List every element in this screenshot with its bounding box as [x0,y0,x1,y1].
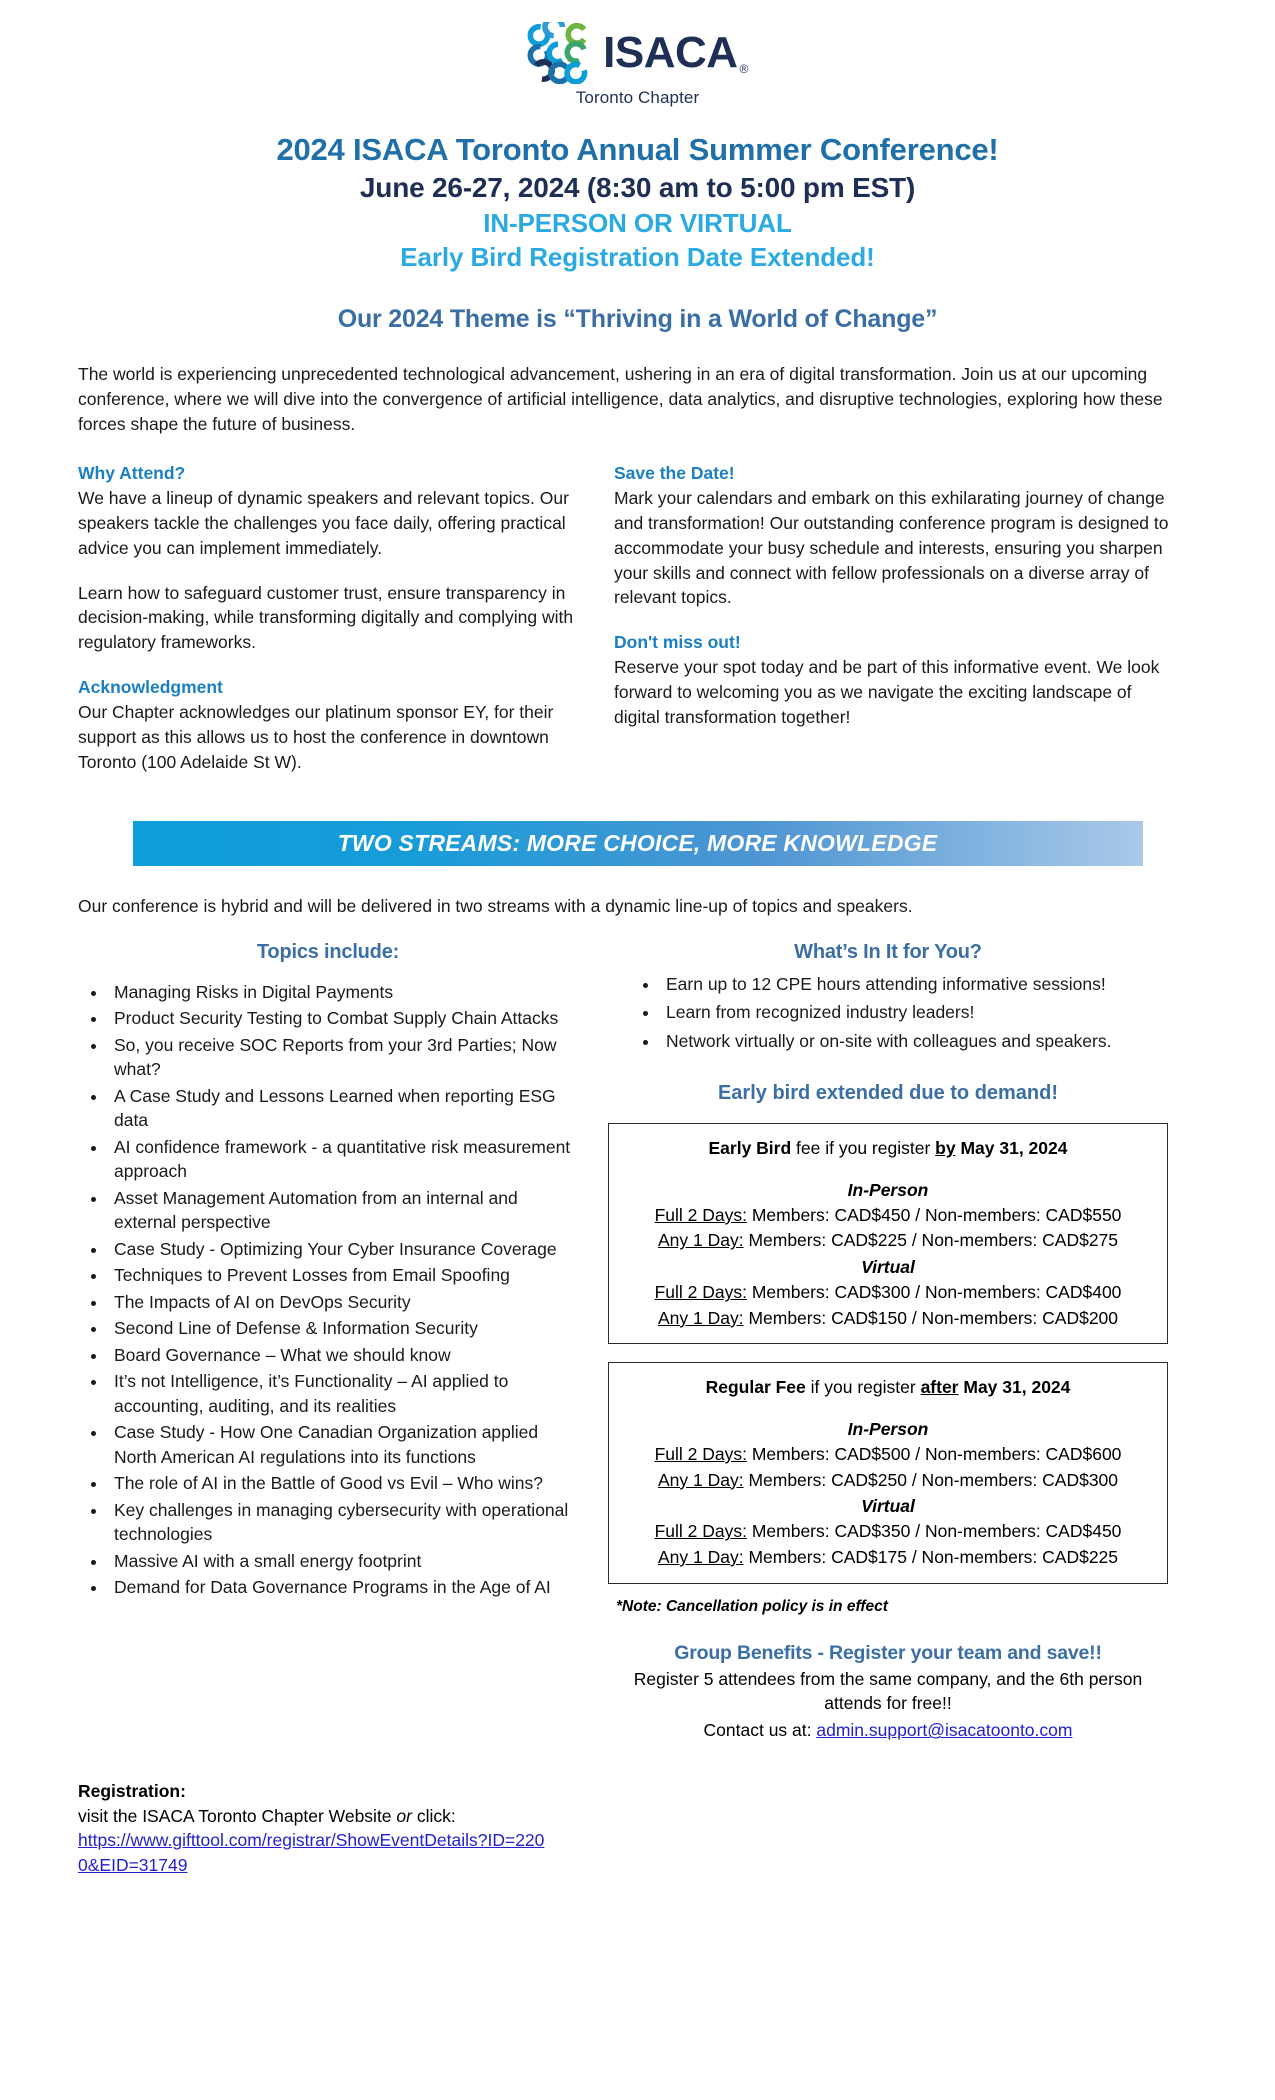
fee-mode-label: In-Person [847,1418,929,1439]
fee-mode-label: Virtual [861,1257,915,1278]
fee-row-value: Members: CAD$250 / Non-members: CAD$300 [743,1469,1119,1490]
fee-row-value: Members: CAD$350 / Non-members: CAD$450 [746,1521,1122,1542]
save-the-date-body: Mark your calendars and embark on this exhilarating journey of change and transformation! Our outstanding conference program is designed to accommodate your busy schedule and interests, ensuring you sharpen your skills and connect with fellow professionals on a diverse array of relevant topics. [614,488,1169,608]
registered-mark-icon: ® [739,62,748,76]
isaca-circles-logo-icon [527,22,589,84]
topics-column [78,941,578,1744]
registration-label: Registration: [78,1781,186,1802]
topic-item: • So, you receive SOC Reports from your 3rd Parties; Now what? [108,1033,578,1082]
topic-item: • It’s not Intelligence, it’s Functionality – AI applied to accounting, auditing, and its realities [108,1369,578,1418]
info-column-right [614,461,1174,774]
fee-row [621,1203,1155,1229]
fee-mode-label: Virtual [861,1496,915,1517]
topics-heading: Topics include: [256,940,400,963]
topic-item: • The role of AI in the Battle of Good vs Evil – Who wins? [108,1471,578,1496]
topic-item: • Demand for Data Governance Programs in the Age of AI [108,1575,578,1600]
two-streams-banner [133,821,1143,866]
contact-email-link[interactable]: admin.support@isacatoonto.com [816,1720,1073,1741]
benefits-and-fees-column [608,941,1168,1744]
fee-row [621,1442,1155,1468]
fee-row-label: Any 1 Day: [657,1307,744,1328]
registration-post: click: [411,1805,456,1826]
fee-row [621,1228,1155,1254]
topic-item: • Product Security Testing to Combat Supply Chain Attacks [108,1006,578,1031]
topic-item: • Case Study - Optimizing Your Cyber Insurance Coverage [108,1237,578,1262]
why-attend-paragraph-1: We have a lineup of dynamic speakers and relevant topics. Our speakers tackle the challenges you face daily, offering practical advice you can implement immediately. [78,488,569,558]
topic-item: • Second Line of Defense & Information Security [108,1316,578,1341]
fee-boxes [608,1123,1168,1583]
two-streams-banner-text: TWO STREAMS: MORE CHOICE, MORE KNOWLEDGE [337,829,938,856]
topics-list [78,980,578,1600]
fee-row-label: Any 1 Day: [657,1230,744,1251]
conference-theme: Our 2024 Theme is “Thriving in a World of Change” [337,304,938,333]
chapter-name: Toronto Chapter [575,88,700,107]
fee-mode-label: In-Person [847,1179,929,1200]
isaca-wordmark [603,28,748,77]
title-block [78,130,1197,275]
topic-item: • The Impacts of AI on DevOps Security [108,1290,578,1315]
conference-dates: June 26-27, 2024 (8:30 am to 5:00 pm EST) [359,171,916,203]
why-attend-heading: Why Attend? [78,463,186,484]
fee-row-value: Members: CAD$225 / Non-members: CAD$275 [743,1230,1119,1251]
fee-row [621,1545,1155,1571]
fee-row-label: Any 1 Day: [657,1469,744,1490]
fee-box-title: Regular Fee if you register after May 31, 2024 [705,1377,1071,1398]
fee-row-label: Full 2 Days: [654,1521,747,1542]
registration-or: or [396,1805,412,1826]
fee-box [608,1362,1168,1583]
group-benefits-contact [608,1718,1168,1743]
topic-item: • Managing Risks in Digital Payments [108,980,578,1005]
early-bird-callout: Early bird extended due to demand! [717,1082,1059,1105]
acknowledgment-heading: Acknowledgment [78,677,223,698]
save-the-date-heading: Save the Date! [614,463,735,484]
cancellation-note: *Note: Cancellation policy is in effect [616,1597,888,1615]
fee-row [621,1280,1155,1306]
fee-row-value: Members: CAD$300 / Non-members: CAD$400 [746,1282,1122,1303]
early-bird-extended-headline: Early Bird Registration Date Extended! [400,242,875,273]
benefit-item: • Network virtually or on-site with colleagues and speakers. [660,1029,1168,1055]
fee-row-value: Members: CAD$450 / Non-members: CAD$550 [746,1204,1122,1225]
whats-in-it-heading: What’s In It for You? [794,940,982,963]
info-column-left [78,461,576,774]
acknowledgment-body: Our Chapter acknowledges our platinum sponsor EY, for their support as this allows us to host the conference in downtown Toronto (100 Adelaide St W). [78,702,554,772]
hybrid-description: Our conference is hybrid and will be delivered in two streams with a dynamic line-up of topics and speakers. [78,895,913,916]
fee-row-value: Members: CAD$175 / Non-members: CAD$225 [743,1547,1119,1567]
conference-title: 2024 ISACA Toronto Annual Summer Conference! [276,132,999,167]
fee-row-value: Members: CAD$150 / Non-members: CAD$200 [743,1307,1119,1328]
info-columns [78,461,1197,774]
topic-item: • AI confidence framework - a quantitative risk measurement approach [108,1135,578,1184]
fee-row [621,1519,1155,1545]
topic-item: • Key challenges in managing cybersecurity with operational technologies [108,1498,578,1547]
fee-row [621,1306,1155,1332]
registration-url-link[interactable]: https://www.gifttool.com/registrar/ShowEventDetails?ID=2200&EID=31749 [78,1830,545,1875]
contact-prefix: Contact us at: [703,1720,817,1741]
fee-row-label: Full 2 Days: [654,1444,747,1465]
fee-row-label: Any 1 Day: [657,1547,744,1567]
benefit-item: • Earn up to 12 CPE hours attending informative sessions! [660,972,1168,998]
intro-paragraph: The world is experiencing unprecedented technological advancement, ushering in an era of digital transformation. Join us at our upcoming conference, where we will dive into the convergence of artificial intelligence, data analytics, and disruptive technologies, exploring how these forces shape the future of business. [78,363,1163,435]
topic-item: • Asset Management Automation from an internal and external perspective [108,1186,578,1235]
whats-in-it-list [608,972,1168,1055]
dont-miss-out-heading: Don't miss out! [614,632,741,653]
registration-block [78,1779,1197,1877]
fee-row-label: Full 2 Days: [654,1282,747,1303]
fee-row-label: Full 2 Days: [654,1204,747,1225]
topic-item: • A Case Study and Lessons Learned when reporting ESG data [108,1084,578,1133]
lower-columns [78,941,1197,1744]
fee-row-value: Members: CAD$500 / Non-members: CAD$600 [746,1444,1122,1465]
why-attend-paragraph-2: Learn how to safeguard customer trust, ensure transparency in decision-making, while transforming digitally and complying with regulatory frameworks. [78,582,574,653]
registration-pre: visit the ISACA Toronto Chapter Website [78,1805,397,1826]
topic-item: • Board Governance – What we should know [108,1343,578,1368]
group-benefits-body: Register 5 attendees from the same company, and the 6th person attends for free!! [633,1668,1143,1714]
group-benefits-heading: Group Benefits - Register your team and save!! [674,1641,1102,1664]
isaca-wordmark-text: ISACA [603,28,738,77]
topic-item: • Techniques to Prevent Losses from Email Spoofing [108,1263,578,1288]
benefit-item: • Learn from recognized industry leaders! [660,1000,1168,1026]
fee-row [621,1468,1155,1494]
isaca-logo [78,0,1197,108]
two-streams-banner-wrap [78,821,1197,866]
fee-box [608,1123,1168,1344]
topic-item: • Massive AI with a small energy footprint [108,1549,578,1574]
attendance-mode: IN-PERSON OR VIRTUAL [483,208,792,239]
dont-miss-out-body: Reserve your spot today and be part of this informative event. We look forward to welcoming you as we navigate the exciting landscape of digital transformation together! [614,657,1160,727]
topic-item: • Case Study - How One Canadian Organization applied North American AI regulations into its functions [108,1420,578,1469]
registration-instruction [78,1804,1197,1829]
fee-box-title: Early Bird fee if you register by May 31, 2024 [708,1138,1068,1159]
